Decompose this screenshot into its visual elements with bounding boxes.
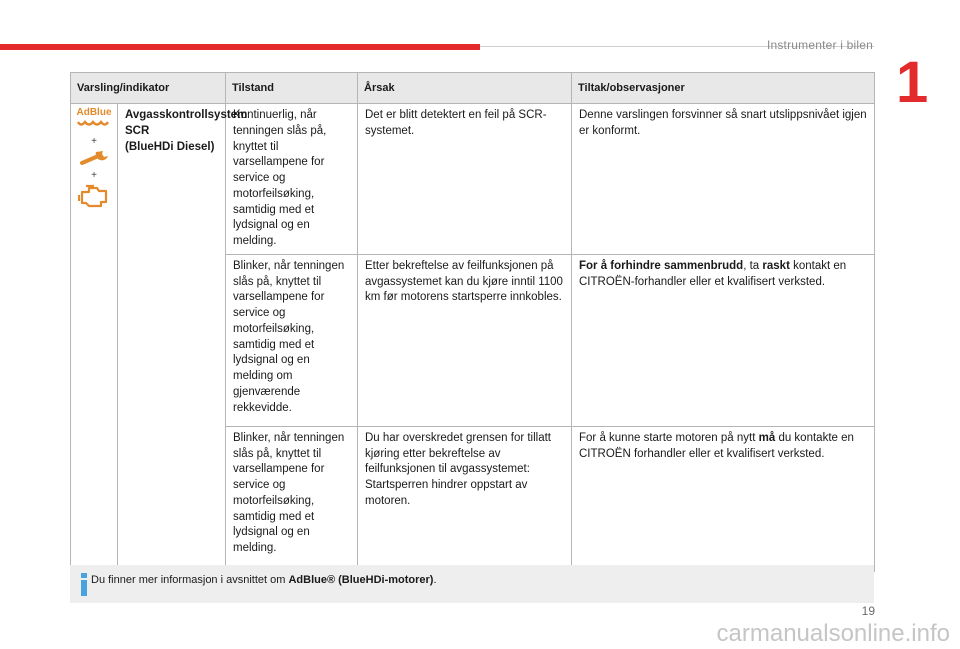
adblue-icon: AdBlue (77, 108, 112, 134)
action-cell: Denne varslingen forsvinner så snart utslippsnivået igjen er konformt. (572, 104, 875, 255)
plus-icon: + (91, 135, 97, 147)
column-header-cause: Årsak (358, 73, 572, 104)
info-icon (78, 571, 90, 597)
cause-cell: Det er blitt detektert en feil på SCR-systemet. (358, 104, 572, 255)
chapter-number: 1 (896, 50, 929, 115)
indicator-name-cell: Avgasskontrollsystem SCR (BlueHDi Diesel) (118, 104, 226, 572)
action-cell: For å kunne starte motoren på nytt må du kontakte en CITROËN forhandler eller et kvalifisert verksted. (572, 426, 875, 571)
section-title: Instrumenter i bilen (766, 38, 873, 52)
table-row (71, 104, 875, 255)
info-note (70, 565, 874, 603)
column-header-indicator: Varsling/indikator (71, 73, 226, 104)
column-header-action: Tiltak/observasjoner (572, 73, 875, 104)
header-accent-bar (0, 44, 480, 50)
page-number: 19 (861, 604, 875, 618)
info-text: Du finner mer informasjon i avsnittet om AdBlue® (BlueHDi-motorer). (91, 574, 437, 586)
indicator-icon-cell (71, 104, 118, 572)
table-header-row (71, 73, 875, 104)
warning-table (70, 72, 875, 572)
cause-cell: Etter bekreftelse av feilfunksjonen på avgassystemet kan du kjøre inntil 1100 km før motorens startsperre innkobles. (358, 254, 572, 426)
cause-cell: Du har overskredet grensen for tillatt kjøring etter bekreftelse av feilfunksjonen til avgassystemet: Startsperren hindrer oppstart av motoren. (358, 426, 572, 571)
engine-icon (78, 184, 110, 208)
watermark: carmanualsonline.info (716, 620, 950, 647)
wrench-icon (79, 150, 109, 168)
action-cell: For å forhindre sammenbrudd, ta raskt kontakt en CITROËN-forhandler eller et kvalifisert verksted. (572, 254, 875, 426)
plus-icon: + (91, 169, 97, 181)
state-cell: Blinker, når tenningen slås på, knyttet til varsellampene for service og motorfeilsøking, samtidig med et lydsignal og en melding. (226, 426, 358, 571)
column-header-state: Tilstand (226, 73, 358, 104)
state-cell: Blinker, når tenningen slås på, knyttet til varsellampene for service og motorfeilsøking, samtidig med et lydsignal og en melding om gjenværende rekkevidde. (226, 254, 358, 426)
state-cell: Kontinuerlig, når tenningen slås på, knyttet til varsellampene for service og motorfeilsøking, samtidig med et lydsignal og en melding. (226, 104, 358, 255)
